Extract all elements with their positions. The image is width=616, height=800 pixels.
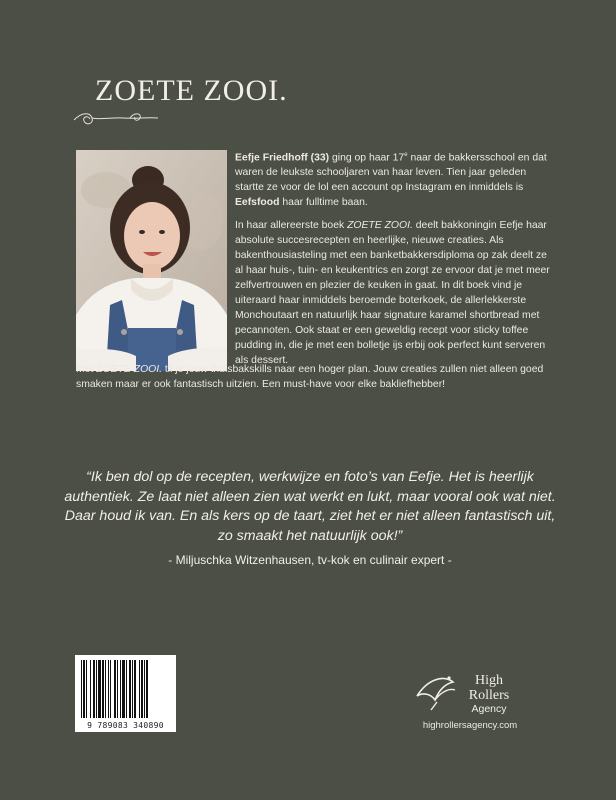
endorsement-attribution: - Miljuschka Witzenhausen, tv-kok en culinair expert - xyxy=(168,553,452,567)
author-portrait xyxy=(76,150,227,371)
book-title: ZOETE ZOOI. xyxy=(95,74,288,107)
isbn-digits: 9 789083 340890 xyxy=(87,721,164,730)
publisher-url[interactable]: highrollersagency.com xyxy=(422,720,518,731)
barcode-bars-icon xyxy=(75,658,176,722)
author-bio xyxy=(235,148,555,376)
ornament-flourish-icon xyxy=(72,108,160,128)
brand-name: Eefsfood xyxy=(235,197,280,209)
book-summary: Met ZOETE ZOOI. til je jouw thuisbakskills naar een hoger plan. Jouw creaties zullen niet alleen goed smaken maar er ook fantastisch uitzien. Een must-have voor elke bakliefhebber! xyxy=(76,364,544,390)
isbn-barcode xyxy=(75,655,176,732)
author-name: Eefje Friedhoff (33) xyxy=(235,152,330,164)
bio-paragraph-1: Eefje Friedhoff (33) ging op haar 17e naar de bakkersschool en dat waren de leukste schooljaren van haar leven. Tien jaar geleden startte ze voor de lol een account op Instagram en inmiddels is Eefsfood haar fulltime baan. xyxy=(235,152,547,209)
endorsement-quote: “Ik ben dol op de recepten, werkwijze en foto’s van Eefje. Het is heerlijk authentiek. Ze laat niet alleen zien wat werkt en lukt, maar vooral ook wat niet. Daar houd ik van. En als kers op de taart, ziet het er niet alleen fantastisch uit, zo smaakt het natuurlijk ook!” xyxy=(64,469,556,544)
publisher-logo-text: High Rollers Agency xyxy=(468,673,510,715)
bio-paragraph-2: In haar allereerste boek ZOETE ZOOI. deelt bakkoningin Eefje haar absolute succesrecepten en heerlijke, nieuwe creaties. Als bakenthousiasteling met een banketbakkersdiploma op zak deelt ze al haar huis-, tuin- en keukentrics en zorgt ze ervoor dat je met meer zelfvertrouwen en plezier de keuken in gaat. In dit boek vind je uiteraard haar inmiddels beroemde boterkoek, de allerlekkerste Monchoutaart en natuurlijk haar signature karamel shortbread met pecannoten. Ook staat er een geweldig recept voor sticky toffee pudding in, die je met een bolletje ijs erbij ook perfect kunt serveren als dessert. xyxy=(235,220,550,367)
